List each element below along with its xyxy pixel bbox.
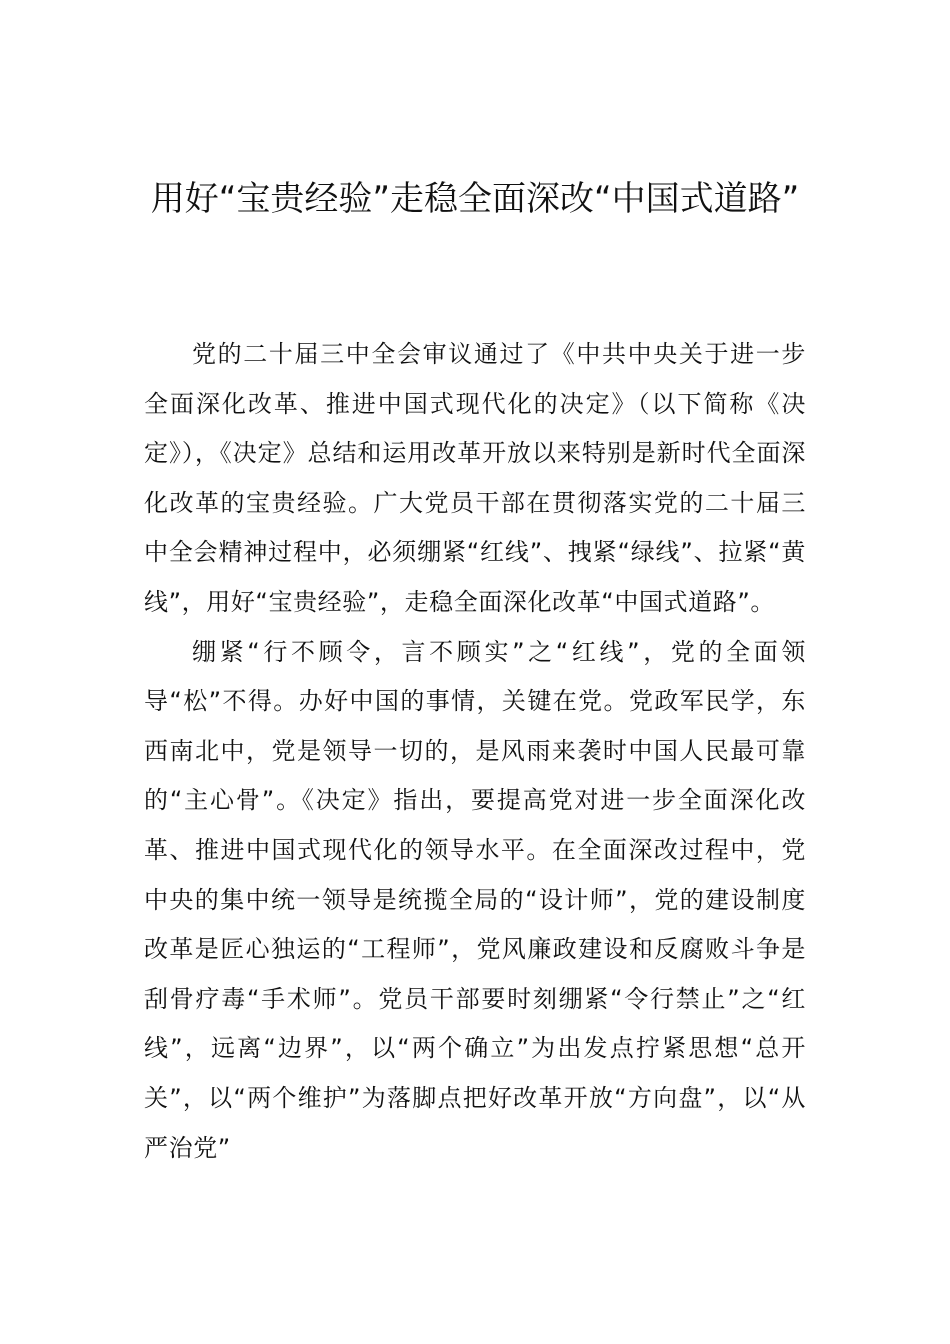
paragraph-2: 绷紧“行不顾令，言不顾实”之“红线”，党的全面领导“松”不得。办好中国的事情，关键在党。党政军民学，东西南北中，党是领导一切的，是风雨来袭时中国人民最可靠的“主心骨”。《决定》指出，要提高党对进一步全面深化改革、推进中国式现代化的领导水平。在全面深改过程中，党中央的集中统一领导是统揽全局的“设计师”，党的建设制度改革是匠心独运的“工程师”，党风廉政建设和反腐败斗争是刮骨疗毒“手术师”。党员干部要时刻绷紧“令行禁止”之“红线”，远离“边界”，以“两个确立”为出发点拧紧思想“总开关”，以“两个维护”为落脚点把好改革开放“方向盘”，以“从严治党” [144,637,806,1162]
document-body [144,330,806,1173]
paragraph-1: 党的二十届三中全会审议通过了《中共中央关于进一步全面深化改革、推进中国式现代化的决定》（以下简称《决定》），《决定》总结和运用改革开放以来特别是新时代全面深化改革的宝贵经验。广大党员干部在贯彻落实党的二十届三中全会精神过程中，必须绷紧“红线”、拽紧“绿线”、拉紧“黄线”，用好“宝贵经验”，走稳全面深化改革“中国式道路”。 [144,340,806,616]
document-title: 用好“宝贵经验”走稳全面深改“中国式道路” [150,179,800,219]
